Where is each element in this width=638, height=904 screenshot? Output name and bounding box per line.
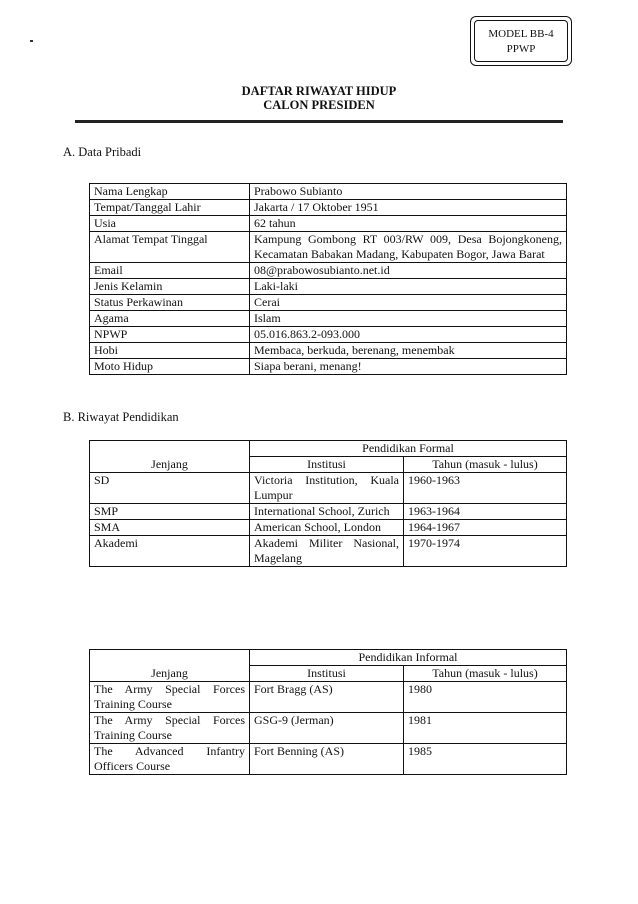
personal-data-table xyxy=(89,183,567,375)
formal-tahun-cell: 1960-1963 xyxy=(404,473,567,504)
formal-header-tahun: Tahun (masuk - lulus) xyxy=(404,457,567,473)
personal-label: Usia xyxy=(90,216,250,232)
formal-jenjang-cell: SMA xyxy=(90,520,250,536)
informal-jenjang-cell: The Advanced Infantry Officers Course xyxy=(90,744,250,775)
personal-row xyxy=(90,295,567,311)
personal-value: Cerai xyxy=(250,295,567,311)
formal-row xyxy=(90,536,567,567)
formal-institusi-cell: American School, London xyxy=(250,520,404,536)
document-subtitle: CALON PRESIDEN xyxy=(263,98,375,112)
informal-tahun-cell: 1985 xyxy=(404,744,567,775)
informal-education-table xyxy=(89,649,567,775)
formal-institusi-cell: Victoria Institution, Kuala Lumpur xyxy=(250,473,404,504)
formal-tahun-cell: 1963-1964 xyxy=(404,504,567,520)
informal-caption: Pendidikan Informal xyxy=(250,650,567,666)
personal-value: Laki-laki xyxy=(250,279,567,295)
informal-header-tahun: Tahun (masuk - lulus) xyxy=(404,666,567,682)
formal-row xyxy=(90,520,567,536)
formal-jenjang-cell: SD xyxy=(90,473,250,504)
informal-header-institusi: Institusi xyxy=(250,666,404,682)
informal-tahun-cell: 1981 xyxy=(404,713,567,744)
informal-tahun-cell: 1980 xyxy=(404,682,567,713)
personal-label: NPWP xyxy=(90,327,250,343)
informal-institusi-cell: Fort Bragg (AS) xyxy=(250,682,404,713)
personal-row xyxy=(90,216,567,232)
personal-label: Email xyxy=(90,263,250,279)
personal-value: Siapa berani, menang! xyxy=(250,359,567,375)
informal-row xyxy=(90,682,567,713)
personal-row xyxy=(90,184,567,200)
personal-value: 62 tahun xyxy=(250,216,567,232)
formal-empty-corner xyxy=(90,441,250,457)
informal-jenjang-cell: The Army Special Forces Training Course xyxy=(90,713,250,744)
personal-value: Membaca, berkuda, berenang, menembak xyxy=(250,343,567,359)
informal-institusi-cell: GSG-9 (Jerman) xyxy=(250,713,404,744)
informal-institusi-cell: Fort Benning (AS) xyxy=(250,744,404,775)
model-label-box xyxy=(474,20,568,62)
personal-row xyxy=(90,327,567,343)
section-b-heading: B. Riwayat Pendidikan xyxy=(63,410,179,424)
formal-tahun-cell: 1970-1974 xyxy=(404,536,567,567)
personal-row xyxy=(90,200,567,216)
header-divider xyxy=(75,120,563,123)
personal-row xyxy=(90,359,567,375)
personal-label: Tempat/Tanggal Lahir xyxy=(90,200,250,216)
personal-value: Kampung Gombong RT 003/RW 009, Desa Bojongkoneng, Kecamatan Babakan Madang, Kabupaten Bogor, Jawa Barat xyxy=(250,232,567,263)
personal-value: Jakarta / 17 Oktober 1951 xyxy=(250,200,567,216)
document-title: DAFTAR RIWAYAT HIDUP xyxy=(241,84,397,98)
formal-caption: Pendidikan Formal xyxy=(250,441,567,457)
personal-row xyxy=(90,279,567,295)
personal-label: Status Perkawinan xyxy=(90,295,250,311)
formal-jenjang-cell: SMP xyxy=(90,504,250,520)
personal-label: Hobi xyxy=(90,343,250,359)
personal-label: Alamat Tempat Tinggal xyxy=(90,232,250,263)
formal-row xyxy=(90,504,567,520)
formal-header-jenjang: Jenjang xyxy=(90,457,250,473)
informal-header-jenjang: Jenjang xyxy=(90,666,250,682)
informal-row xyxy=(90,713,567,744)
personal-label: Nama Lengkap xyxy=(90,184,250,200)
informal-jenjang-cell: The Army Special Forces Training Course xyxy=(90,682,250,713)
personal-label: Jenis Kelamin xyxy=(90,279,250,295)
formal-institusi-cell: Akademi Militer Nasional, Magelang xyxy=(250,536,404,567)
personal-label: Agama xyxy=(90,311,250,327)
section-a-heading: A. Data Pribadi xyxy=(63,145,142,159)
model-code: MODEL BB-4 xyxy=(488,28,554,40)
personal-label: Moto Hidup xyxy=(90,359,250,375)
informal-empty-corner xyxy=(90,650,250,666)
personal-row xyxy=(90,343,567,359)
personal-row xyxy=(90,311,567,327)
personal-value: Prabowo Subianto xyxy=(250,184,567,200)
formal-education-table xyxy=(89,440,567,567)
formal-tahun-cell: 1964-1967 xyxy=(404,520,567,536)
model-org: PPWP xyxy=(506,43,536,55)
formal-row xyxy=(90,473,567,504)
formal-jenjang-cell: Akademi xyxy=(90,536,250,567)
formal-header-institusi: Institusi xyxy=(250,457,404,473)
personal-value: 05.016.863.2-093.000 xyxy=(250,327,567,343)
formal-institusi-cell: International School, Zurich xyxy=(250,504,404,520)
personal-row xyxy=(90,232,567,263)
personal-row xyxy=(90,263,567,279)
scan-speck xyxy=(30,40,33,42)
personal-value: 08@prabowosubianto.net.id xyxy=(250,263,567,279)
informal-row xyxy=(90,744,567,775)
personal-value: Islam xyxy=(250,311,567,327)
